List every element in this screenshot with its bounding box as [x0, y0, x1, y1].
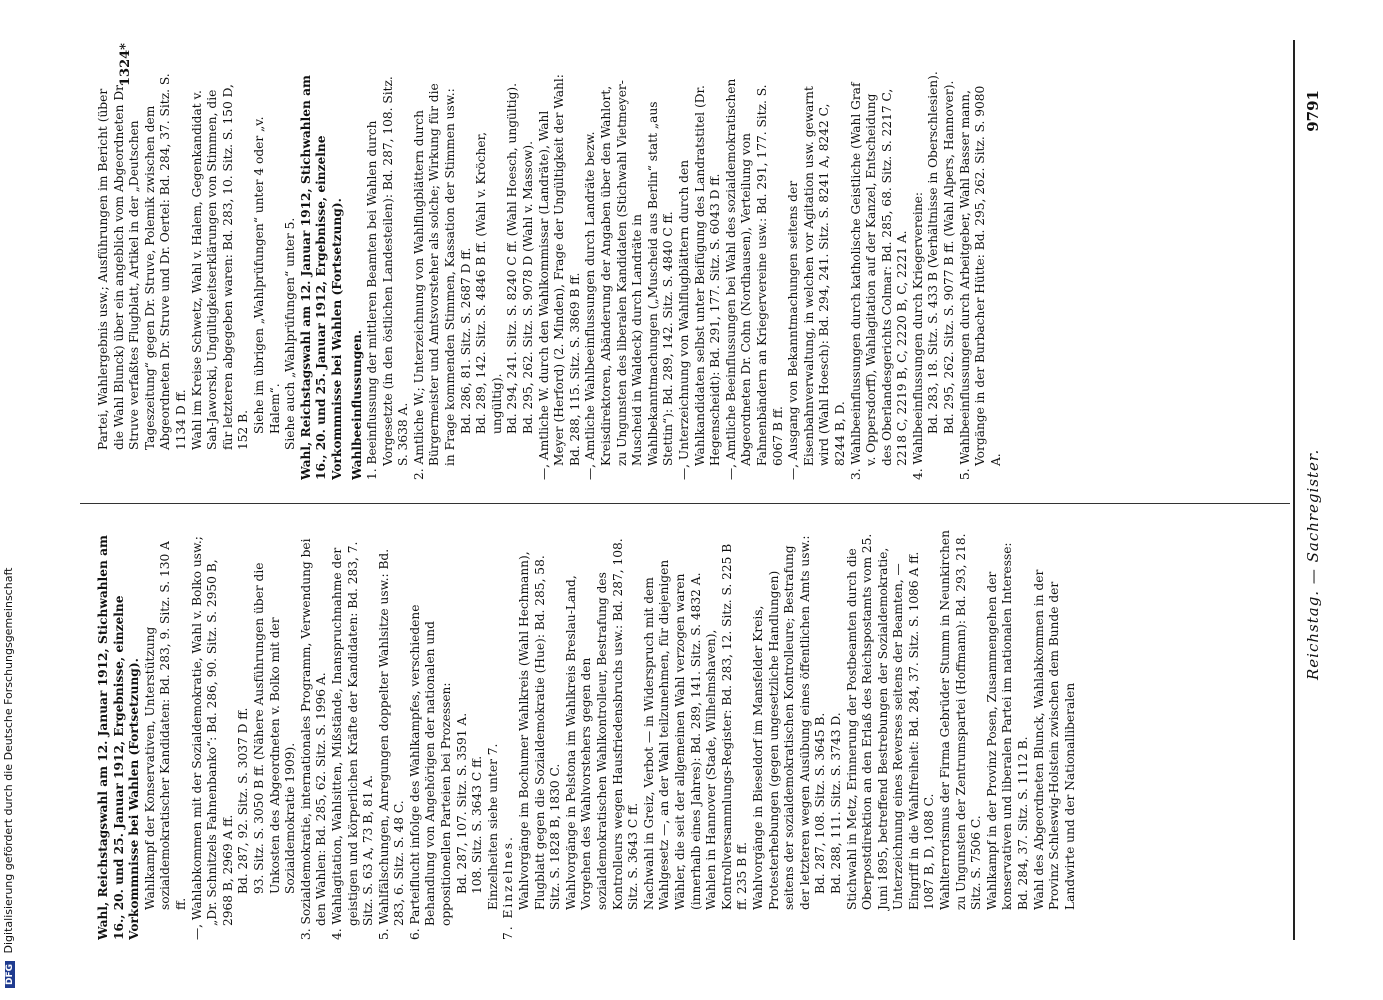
index-entry: —, Wahlabkommen mit der Sozialdemokratie, Wahl v. Bolko usw.; „Dr. Schnitzels Fahnenbanko“: Bd. 286, 90. Sitz. S. 2950 B, 2968 B, 2969 A ff. [189, 536, 235, 940]
page-header [1304, 90, 1326, 940]
index-entry: 6. Parteiflucht infolge des Wahlkampfes, verschiedene Behandlung von Angehörigen der nationalen und oppositionellen Parteien bei Prozessen: [407, 604, 454, 940]
index-entry: 5. Wahlbeeinflussungen durch Arbeitgeber, Wahl Basser mann, Vorgänge in der Burbacher Hütte: Bd. 295, 262. Sitz. S. 9080 A. [957, 85, 1003, 480]
index-entry: 3. Wahlbeeinflussungen durch katholische Geistliche (Wahl Graf v. Oppersdorff), Wahlagitation auf der Kanzel, Entscheidung des Oberlandesgerichts Colmar: Bd. 285, 68. Sitz. S. 2217 C, 2218 C, 2219 B, C, 2220 B, C, 2221 A. [848, 82, 910, 480]
index-entry: Bd. 283, 18. Sitz. S. 433 B (Verhältnisse in Oberschlesien). [926, 71, 941, 434]
header-rule [1293, 40, 1295, 940]
digitization-note [2, 428, 18, 988]
index-entry: Nachwahl in Greiz, Verbot — in Widerspruch mit dem Wahlgesetz —, an der Wahl teilzunehmen, für diejenigen Wähler, die seit der allgemeinen Wahl verzogen waren (innerhalb eines Jahres): Bd. 289, 141. Sitz. S. 4832 A. [641, 559, 703, 910]
right-column [96, 70, 1286, 480]
index-entry: 2. Amtliche W.; Unterzeichnung von Wahlflugblättern durch Bürgermeister und Amtsvorsteher als solche; Wirkung für die in Frage kommenden Stimmen, Kassation der Stimmen usw.: [411, 83, 458, 480]
index-entry: Einzelheiten siehe unter 7. [485, 743, 500, 910]
index-entry: Wahlterrorismus der Firma Gebrüder Stumm in Neunkirchen zu Ungunsten der Zentrumspartei (Hoffmann): Bd. 293, 218. Sitz. S. 7506 C. [938, 530, 984, 910]
index-entry: Bd. 295, 262. Sitz. S. 9077 B ff. (Wahl Alpers, Hannover). [942, 80, 957, 434]
index-entry: Bd. 289, 142. Sitz. S. 4846 B ff. (Wahl v. Kröcher, ungültig). [474, 131, 504, 434]
index-entry: Wahlen in Hannover (Stade, Wilhelmshaven), Kontrollversammlungs-Register: Bd. 283, 12. Sitz. S. 225 B ff. 235 B ff. [704, 543, 750, 910]
index-entry: Bd. 288, 111. Sitz. S. 3743 D. [828, 712, 843, 894]
index-entry: Wahl im Kreise Schwetz, Wahl v. Halem, Gegenkandidat v. Sah-Jaworski, Ungültigkeitserklärungen von Stimmen, die für letzteren abgegeben waren: Bd. 283, 10. Sitz. S. 150 D, 152 B. [189, 84, 251, 450]
index-entry: Bd. 294, 241. Sitz. S. 8240 C ff. (Wahl Hoesch, ungültig). [505, 82, 520, 434]
index-entry: Stichwahl in Metz, Erinnerung der Postbeamten durch die Oberpostdirektion an den Erlaß des Reichspostamts vom 25. Juni 1895, betreffend Bestrebungen der Sozialdemokratie, Unterzeichnung eines Reverses seitens der Beamten, — Eingriff in die Wahlfreiheit: Bd. 284, 37. Sitz. S. 1086 A ff. 1087 B, D, 1088 C. [844, 533, 937, 910]
index-entry: Bd. 287, 92. Sitz. S. 3037 D ff. [236, 707, 251, 894]
index-entry: Wahlvorgänge im Bochumer Wahlkreis (Wahl Hechmann), Flugblatt gegen die Sozialdemokratie (Hue): Bd. 285, 58. Sitz. S. 1828 B, 1830 C. [517, 551, 563, 910]
index-entry: —, Amtliche W. durch den Wahlkommissar (Landräte), Wahl Meyer (Herford) (2. Minden), Frage der Ungültigkeit der Wahl: Bd. 288, 115. Sitz. S. 3869 B ff. [536, 74, 582, 480]
dfg-logo: DFG [5, 961, 15, 988]
left-column [96, 530, 1286, 940]
footer-mark: 1324* [118, 43, 133, 86]
index-entry: 7. Einzelnes. [501, 835, 516, 940]
index-entry: Bd. 287, 107. Sitz. S. 3591 A. [454, 712, 469, 894]
index-entry: Bd. 286, 81. Sitz. S. 2687 D ff. [458, 247, 473, 434]
index-entry: 4. Wahlbeeinflussungen durch Kriegervereine: [910, 192, 925, 480]
index-entry: 3. Sozialdemokratie, internationales Programm, Verwendung bei den Wahlen: Bd. 285, 62. Sitz. S. 1996 A. [298, 538, 329, 940]
index-entry: 93. Sitz. S. 3050 B ff. (Nähere Ausführungen über die Unkosten des Abgeordneten v. Bolko mit der Sozialdemokratie 1909). [251, 562, 298, 894]
index-entry: —, Amtliche Beeinflussungen bei Wahl des sozialdemokratischen Abgeordneten Dr. Cohn (Nordhausen), Verteilung von Fahnenbändern an Kriegervereine usw.: Bd. 291, 177. Sitz. S. 6067 B ff. [723, 78, 785, 480]
index-entry: Wahl, Reichstagswahl am 12. Januar 1912, Stichwahlen am 16., 20. und 25. Januar 1912, Ergebnisse, einzelne Vorkommnisse bei Wahlen (Fortsetzung). [96, 535, 142, 940]
digitization-text: Digitalisierung gefördert durch die Deutsche Forschungsgemeinschaft [2, 567, 15, 954]
index-entry: Partei, Wahlergebnis usw.; Ausführungen im Bericht (über die Wahl Blunck) über ein angeblich vom Abgeordneten Dr. Struve verfaßtes Flugblatt, Artikel in der „Deutschen Tageszeitung“ gegen Dr. Struve, Polemik zwischen dem Abgeordneten Dr. Struve und Dr. Oertel: Bd. 284, 37. Sitz. S. 1134 D ff. [96, 73, 188, 450]
page-number: 9791 [1304, 90, 1322, 132]
index-entry: Bd. 287, 108. Sitz. S. 3645 B. [813, 712, 828, 894]
index-entry: —, Amtliche Wahlbeeinflussungen durch Landräte bezw. Kreisdirektoren, Abänderung der Angaben über den Wahlort, zu Ungunsten des liberalen Kandidaten (Stichwahl Vietmeyer-Muscheid in Waldeck) durch Landräte in Wahlbekanntmachungen („Muscheid aus Berlin“ statt „aus Stettin“): Bd. 289, 142. Sitz. S. 4840 C ff. [583, 80, 676, 480]
index-entry: Wahlvorgänge in Bieseldorf im Mansfelder Kreis, Protesterhebungen (gegen ungesetzliche Handlungen) seitens der sozialdemokratischen Kontrolleure; Bestrafung der letzteren wegen Ausübung eines öffentlichen Amts usw.: [750, 535, 812, 910]
index-entry: Bd. 295, 262. Sitz. S. 9078 D (Wahl v. Massow). [521, 141, 536, 434]
index-entry: Wahl des Abgeordneten Blunck, Wahlabkommen in der Provinz Schleswig-Holstein zwischen dem Bunde der Landwirte und der Nationalliberalen [1031, 569, 1077, 910]
index-entry: 4. Wahlagitation, Wahlsitten, Mißstände, Inanspruchnahme der geistigen und körperlichen Kräfte der Kandidaten: Bd. 283, 7. Sitz. S. 63 A, 73 B, 81 A. [329, 541, 376, 940]
index-entry: 1. Beeinflussung der mittleren Beamten bei Wahlen durch Vorgesetzte (in den östlichen Landesteilen): Bd. 287, 108. Sitz. S. 3638 A. [365, 76, 411, 480]
index-entry: Wahlkampf der Konservativen, Unterstützung sozialdemokratischer Kandidaten: Bd. 283, 9. Sitz. S. 130 A ff. [142, 541, 188, 910]
index-entry: Siehe im übrigen „Wahlprüfungen“ unter 4 oder „v. Halem“. [251, 116, 282, 434]
index-entry: Wahlkampf in der Provinz Posen, Zusammengehen der konservativen und liberalen Partei im nationalen Interesse: Bd. 284, 37. Sitz. S. 1112 B. [984, 542, 1031, 910]
index-entry: 108. Sitz. S. 3643 C ff. [470, 755, 485, 894]
index-entry: 5. Wahlfälschungen, Anregungen doppelter Wahlsitze usw.: Bd. 283, 6. Sitz. S. 48 C. [376, 548, 407, 940]
index-entry: —, Unterzeichnung von Wahlflugblättern durch den Wahlkandidaten selbst unter Beifügung des Landratstitel (Dr. Hegenscheidt): Bd. 291, 177. Sitz. S. 6043 D ff. [676, 85, 723, 480]
index-entry: —, Ausgang von Bekanntmachungen seitens der Eisenbahnverwaltung, in welchen vor Agitation usw. gewarnt wird (Wahl Hoesch): Bd. 294, 241. Sitz. S. 8241 A, 8242 C, 8244 B, D. [786, 86, 847, 480]
index-entry: Wahlbeeinflussungen. [349, 329, 364, 480]
index-entry: Wahlvorgänge in Pelstona im Wahlkreis Breslau-Land, Vorgehen des Wahlvorstehers gegen den sozialdemokratischen Wahlkontrolleur, Bestrafung des Kontrolleurs wegen Hausfriedensbruchs usw.: Bd. 287, 108. Sitz. S. 3643 C ff. [563, 538, 641, 910]
index-entry: Siehe auch „Wahlprüfungen“ unter 5. [283, 217, 298, 450]
index-entry: Wahl, Reichstagswahl am 12. Januar 1912, Stichwahlen am 16., 20. und 25. Januar 1912, Ergebnisse, einzelne Vorkommnisse bei Wahlen (Fortsetzung). [298, 75, 344, 480]
column-separator [80, 503, 1290, 504]
running-title: Reichstag. — Sachregister. [1304, 448, 1322, 680]
